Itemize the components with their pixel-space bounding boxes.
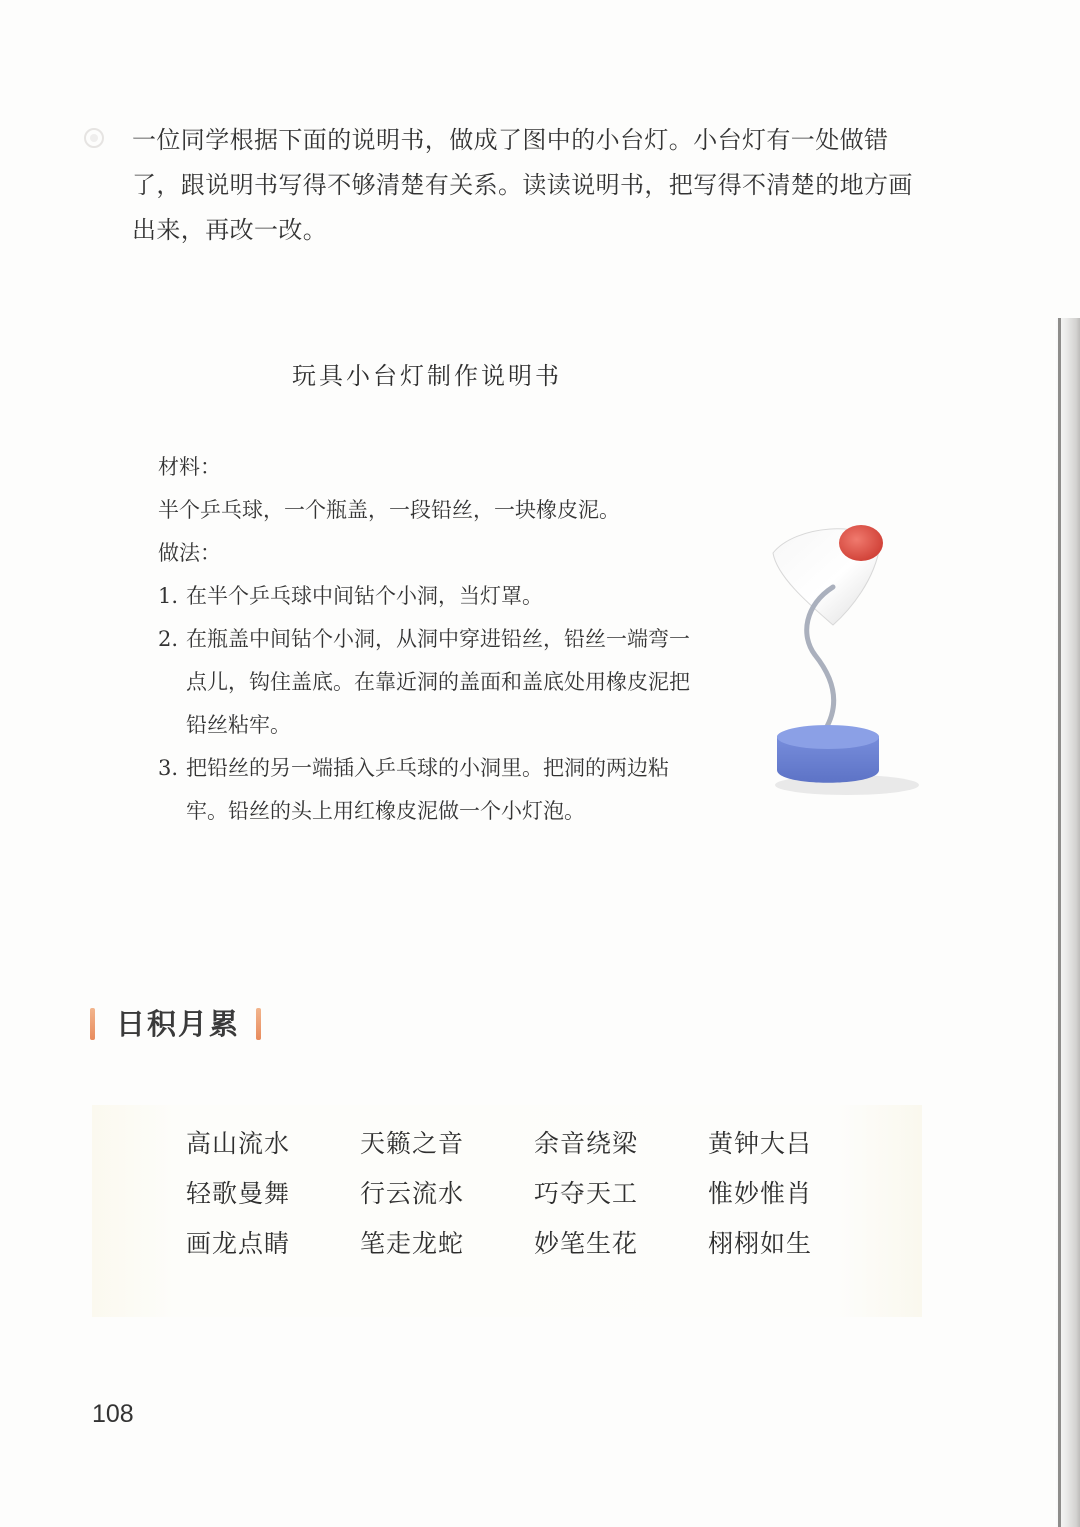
idiom-grid xyxy=(186,1124,882,1274)
step-text: 在瓶盖中间钻个小洞，从洞中穿进铅丝，铅丝一端弯一点儿，钩住盖底。在靠近洞的盖面和盖底处用橡皮泥把铅丝粘牢。 xyxy=(186,627,690,737)
step-item xyxy=(158,575,698,618)
section-title: 日积月累 xyxy=(116,1007,241,1041)
idiom-item: 高山流水 xyxy=(186,1129,291,1158)
idiom-item: 妙笔生花 xyxy=(534,1229,639,1258)
exercise-instructions: 一位同学根据下面的说明书，做成了图中的小台灯。小台灯有一处做错了，跟说明书写得不够清楚有关系。读读说明书，把写得不清楚的地方画出来，再改一改。 xyxy=(132,126,913,244)
section-bar-right xyxy=(256,1008,261,1040)
exercise-marker-icon xyxy=(84,128,104,148)
idiom-item: 余音绕梁 xyxy=(534,1129,639,1158)
page-number: 108 xyxy=(92,1400,134,1428)
idiom-item: 行云流水 xyxy=(360,1179,465,1208)
idiom-item: 轻歌曼舞 xyxy=(186,1179,291,1208)
materials-list: 半个乒乓球，一个瓶盖，一段铅丝，一块橡皮泥。 xyxy=(158,498,620,522)
idiom-item: 黄钟大吕 xyxy=(708,1129,813,1158)
toy-lamp-illustration xyxy=(755,515,925,810)
page-binding-line xyxy=(1058,318,1061,1527)
idiom-item: 栩栩如生 xyxy=(708,1229,813,1258)
step-item xyxy=(158,618,698,747)
manual-body xyxy=(158,446,698,833)
materials-label: 材料： xyxy=(158,455,221,479)
step-text: 在半个乒乓球中间钻个小洞，当灯罩。 xyxy=(186,584,543,608)
step-number: 3. xyxy=(158,756,179,780)
idiom-item: 笔走龙蛇 xyxy=(360,1229,465,1258)
idiom-item: 画龙点睛 xyxy=(186,1229,291,1258)
idiom-item: 天籁之音 xyxy=(360,1129,465,1158)
section-header xyxy=(88,1004,288,1044)
step-text: 把铅丝的另一端插入乒乓球的小洞里。把洞的两边粘牢。铅丝的头上用红橡皮泥做一个小灯泡。 xyxy=(186,756,669,823)
step-number: 1. xyxy=(158,584,179,608)
method-label: 做法： xyxy=(158,541,221,565)
idiom-item: 巧夺天工 xyxy=(534,1179,639,1208)
section-bar-left xyxy=(90,1008,95,1040)
step-item xyxy=(158,747,698,833)
idiom-item: 惟妙惟肖 xyxy=(708,1179,813,1208)
lamp-bulb xyxy=(839,525,883,561)
step-number: 2. xyxy=(158,627,179,651)
lamp-base-top xyxy=(777,725,879,749)
manual-title: 玩具小台灯制作说明书 xyxy=(292,362,562,390)
